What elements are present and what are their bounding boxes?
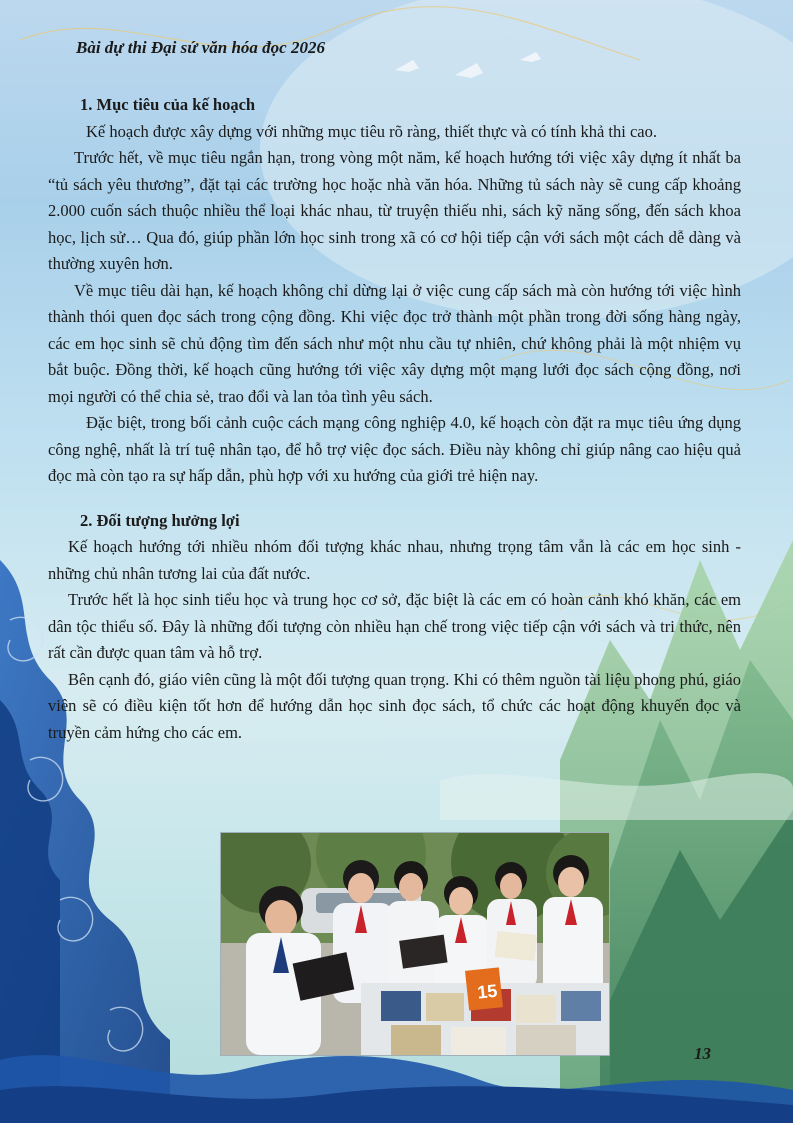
paragraph: Về mục tiêu dài hạn, kế hoạch không chỉ dừng lại ở việc cung cấp sách mà còn hướng tới việc hình thành thói quen đọc sách trong cộng đồng. Khi việc đọc trở thành một phần trong đời sống hàng ngày, các em học sinh sẽ chủ động tìm đến sách như một nhu cầu tự nhiên, chứ không phải là một nhiệm vụ bắt buộc. Đồng thời, kế hoạch cũng hướng tới việc xây dựng một mạng lưới đọc sách cộng đồng, nơi mọi người có thể chia sẻ, trao đổi và lan tỏa tình yêu sách. — [48, 280, 741, 406]
section-heading: 2. Đối tượng hưởng lợi — [80, 510, 240, 530]
page-header: Bài dự thi Đại sứ văn hóa đọc 2026 — [76, 38, 325, 57]
paragraph: Bên cạnh đó, giáo viên cũng là một đối tượng quan trọng. Khi có thêm nguồn tài liệu phong phú, giáo viên sẽ có điều kiện tốt hơn để hướng dẫn học sinh đọc sách, tổ chức các hoạt động khuyến đọc và truyền cảm hứng cho các em. — [48, 669, 741, 742]
paragraph: Trước hết, về mục tiêu ngắn hạn, trong vòng một năm, kế hoạch hướng tới việc xây dựng ít nhất ba “tủ sách yêu thương”, đặt tại các trường học hoặc nhà văn hóa. Những tủ sách này sẽ cung cấp khoảng 2.000 cuốn sách thuộc nhiều thể loại khác nhau, từ truyện thiếu nhi, sách kỹ năng sống, đến sách khoa học, lịch sử… Qua đó, giúp phần lớn học sinh trong xã có cơ hội tiếp cận với sách một cách dễ dàng và thường xuyên hơn. — [48, 148, 741, 273]
section-heading: 1. Mục tiêu của kế hoạch — [80, 95, 256, 114]
paragraph: Trước hết là học sinh tiểu học và trung học cơ sở, đặc biệt là các em có hoàn cảnh khó khăn, các em dân tộc thiểu số. Đây là những đối tượng còn nhiều hạn chế trong việc tiếp cận với sách và tri thức, nên rất cần được quan tâm và hỗ trợ. — [48, 590, 741, 662]
paragraph: Kế hoạch được xây dựng với những mục tiêu rõ ràng, thiết thực và có tính khả thi cao. — [86, 121, 657, 141]
paragraph: Kế hoạch hướng tới nhiều nhóm đối tượng khác nhau, nhưng trọng tâm vẫn là các em học sinh - những chủ nhân tương lai của đất nước. — [48, 537, 741, 583]
photo-illustration — [221, 833, 609, 1055]
students-reading-photo — [220, 832, 610, 1056]
page-number: 13 — [694, 1044, 711, 1063]
paragraph: Đặc biệt, trong bối cảnh cuộc cách mạng công nghiệp 4.0, kế hoạch còn đặt ra mục tiêu ứng dụng công nghệ, nhất là trí tuệ nhân tạo, để hỗ trợ việc đọc sách. Điều này không chỉ giúp nâng cao hiệu quả đọc mà còn tạo ra sự hấp dẫn, phù hợp với xu hướng của giới trẻ hiện nay. — [48, 413, 741, 485]
price-tag-label: 15 — [476, 980, 499, 1003]
main-content — [48, 92, 741, 746]
